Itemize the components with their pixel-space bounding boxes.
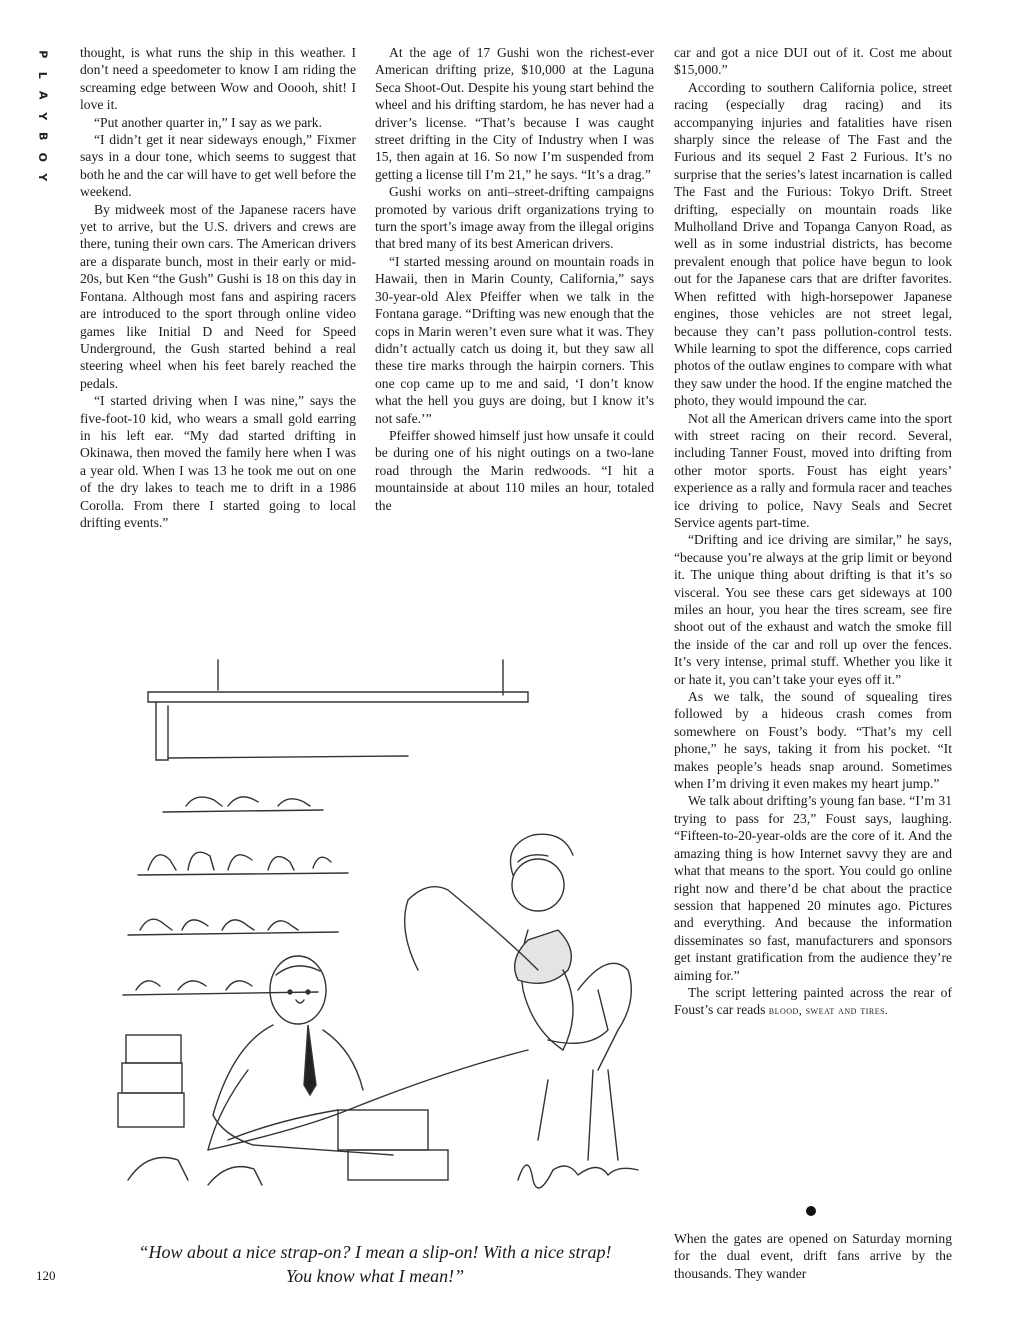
article-column-1 — [80, 44, 356, 531]
article-column-2 — [375, 44, 654, 514]
paragraph: At the age of 17 Gushi won the richest-ever American drifting prize, $10,000 at the Laguna Seca Shoot-Out. Despite his young start behind the wheel and his drifting stardom, he has never had a driver’s license. “That’s because I was caught street drifting in the City of Industry when I was 15, then again at 16. So now I’m suspended from getting a license till I’m 21,” he says. “It’s a drag.” — [375, 45, 654, 182]
side-letter: O — [36, 152, 50, 162]
paragraph: “I started driving when I was nine,” says the five-foot-10 kid, who wears a small gold earring in his left ear. “My dad started drifting in Okinawa, then moved the family here when I was a year old. When I was 13 he took me out on one of the dry lakes to teach me to drift in a 1986 Corolla. From there I started going to local drifting events.” — [80, 393, 356, 530]
paragraph: Pfeiffer showed himself just how unsafe it could be during one of his night outings on a two-lane road through the Marin redwoods. “I hit a mountainside at about 110 miles an hour, totaled the — [375, 427, 654, 513]
section-break-bullet — [806, 1206, 816, 1216]
paragraph: “I didn’t get it near sideways enough,” Fixmer says in a dour tone, which seems to suggest that both he and the car will have to get well before the weekend. — [80, 132, 356, 200]
paragraph: “Drifting and ice driving are similar,” he says, “because you’re always at the grip limit or beyond it. The unique thing about drifting is that it’s so visceral. You see these cars get sideways at 100 miles an hour, you hear the tires scream, see fire shoot out of the exhaust and watch the smoke fill the inside of the car and roll up over the fences. It’s very intense, primal stuff. Whether you like it or hate it, you can’t take your eyes off it.” — [674, 532, 952, 687]
caption-line: “How about a nice strap-on? I mean a slip-on! With a nice strap! — [138, 1242, 612, 1262]
side-letter: A — [36, 90, 50, 100]
paragraph: According to southern California police, street racing (especially drag racing) and its accompanying injuries and fatalities have risen sharply since the release of The Fast and the Furious and its sequel 2 Fast 2 Furious. It’s no surprise that the series’s latest incarnation is called The Fast and the Furious: Tokyo Drift. Street drifting, especially on mountain roads like Mulholland Drive and Topanga Canyon Road, as well as in some industrial districts, has become prevalent enough that police have begun to look out for the Japanese cars that are drifter favorites. When refitted with high-horsepower Japanese engines, those vehicles are not street legal, because they can’t pass pollution-control tests. While learning to spot the difference, cops carried photos of the outlaw engines to compare with what they saw under the hood. If the engine matched the photo, they would impound the car. — [674, 79, 952, 409]
paragraph: “Put another quarter in,” I say as we park. — [94, 114, 322, 130]
article-column-3-continued — [674, 1230, 952, 1282]
cartoon-caption — [90, 1240, 660, 1288]
magazine-side-label — [30, 44, 54, 188]
paragraph-closing — [674, 984, 952, 1021]
caption-line: You know what I mean!” — [285, 1266, 465, 1286]
side-letter: B — [36, 132, 50, 141]
page-number: 120 — [36, 1268, 56, 1283]
cartoon-illustration — [108, 640, 668, 1220]
paragraph: “I started messing around on mountain roads in Hawaii, then in Marin County, California,” says 30-year-old Alex Pfeiffer when we talk in the Fontana garage. “Drifting was new enough that the cops in Marin weren’t even sure what it was. They didn’t actually catch us doing it, but they saw all these tire marks through the hairpin corners. This one cop came up to me and said, ‘I don’t know what the hell you guys are doing, but I know it’s not safe.’” — [375, 253, 654, 426]
closing-text: The script lettering painted across the rear of Foust’s car reads — [674, 984, 952, 1018]
paragraph: When the gates are opened on Saturday morning for the dual event, drift fans arrive by the thousands. They wander — [674, 1231, 952, 1281]
closing-small-caps: blood, sweat and tires. — [768, 1005, 889, 1018]
paragraph: car and got a nice DUI out of it. Cost me about $15,000.” — [674, 45, 952, 78]
side-letter: L — [36, 71, 50, 79]
paragraph: Not all the American drivers came into the sport with street racing on their record. Several, including Tanner Foust, moved into drifting from other motor sports. Foust has eight years’ experience as a rally and formula racer and teaches ice driving to police, Navy Seals and Secret Service agents part-time. — [674, 410, 952, 530]
paragraph: Gushi works on anti–street-drifting campaigns promoted by various drift organizations trying to turn the sport’s image away from the illegal origins that bred many of its best American drivers. — [375, 184, 654, 252]
paragraph: thought, is what runs the ship in this weather. I don’t need a speedometer to know I am riding the screaming edge between Wow and Ooooh, shit! I love it. — [80, 45, 356, 113]
side-letter: Y — [36, 111, 50, 120]
side-letter: P — [36, 50, 50, 59]
side-letter: Y — [36, 173, 50, 182]
paragraph: By midweek most of the Japanese racers have yet to arrive, but the U.S. drivers and crews are there, tuning their own cars. The American drivers are a disparate bunch, most in their early or mid-20s, but Ken “the Gush” Gushi is 18 on this day in Fontana. Although most fans and aspiring racers are introduced to the sport through online video games like Initial D and Need for Speed Underground, the Gush started behind a real steering wheel when his feet barely reached the pedals. — [80, 201, 356, 391]
article-column-3 — [674, 44, 952, 1021]
paragraph: We talk about drifting’s young fan base. “I’m 31 trying to pass for 23,” Foust says, laughing. “Fifteen-to-20-year-olds are the core of it. And the amazing thing is how Internet savvy they are and what that means to the sport. You could go online right now and there’d be chat about the practice session that happened 20 minutes ago. Pictures and everything. And because the information disseminates so fast, manufacturers and sponsors get instant gratification from the audience they’re aiming for.” — [674, 793, 952, 983]
paragraph: As we talk, the sound of squealing tires followed by a hideous crash comes from somewhere on Foust’s body. “That’s my cell phone,” he says, taking it from his pocket. “It makes people’s heads snap around. Sometimes when I’m driving it even makes my heart jump.” — [674, 689, 952, 792]
